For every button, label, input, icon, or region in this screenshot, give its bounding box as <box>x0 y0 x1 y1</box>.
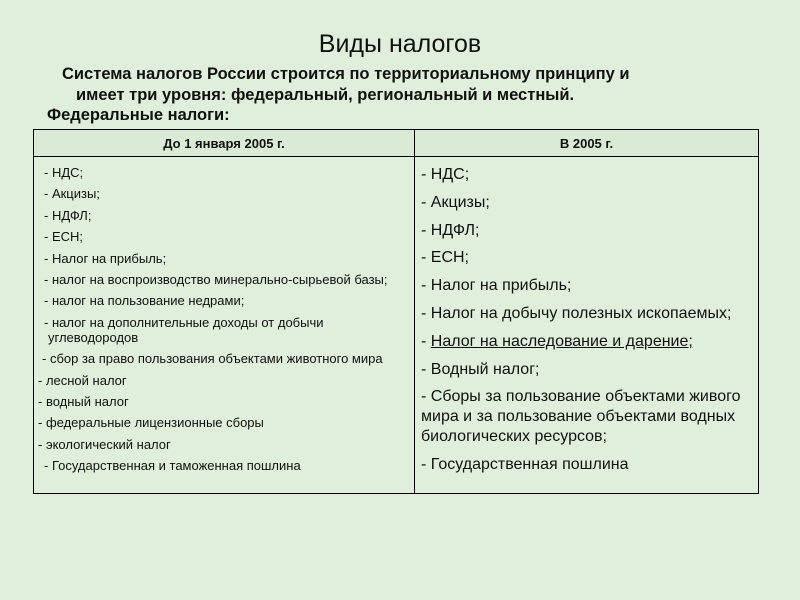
list-item: - Налог на наследование и дарение; <box>421 332 693 350</box>
before-2005-cell <box>34 157 415 494</box>
intro-line-1: Система налогов России строится по территориальному принципу и <box>62 65 630 83</box>
table-row <box>34 157 759 494</box>
list-item: - Государственная и таможенная пошлина <box>44 458 301 474</box>
list-item: - НДФЛ; <box>421 221 480 239</box>
list-item: - лесной налог <box>38 372 127 388</box>
federal-taxes-table <box>33 129 759 494</box>
list-item: - Государственная пошлина <box>421 456 629 474</box>
list-item: - налог на дополнительные доходы от добычи углеводородов <box>44 314 324 345</box>
list-item: - Налог на прибыль; <box>421 277 572 295</box>
list-item: - ЕСН; <box>44 229 83 245</box>
list-item: - федеральные лицензионные сборы <box>38 415 264 431</box>
underlined-item-text: Налог на наследование и дарение; <box>430 332 693 350</box>
before-2005-list <box>38 165 410 473</box>
list-item: - водный налог <box>38 393 129 409</box>
list-item: - НДС; <box>421 166 470 183</box>
list-item: - налог на пользование недрами; <box>44 293 245 309</box>
list-item: - Налог на прибыль; <box>44 250 167 266</box>
list-item: - НДФЛ; <box>44 207 92 223</box>
list-item: - Акцизы; <box>421 193 490 211</box>
list-item: - Налог на добычу полезных ископаемых; <box>421 304 732 322</box>
list-item: - Акцизы; <box>44 186 100 202</box>
table-header-row <box>34 130 759 157</box>
list-item: - Водный налог; <box>421 360 540 378</box>
list-item: - налог на воспроизводство минерально-сырьевой базы; <box>44 271 388 287</box>
section-subhead: Федеральные налоги: <box>47 106 230 124</box>
intro-text <box>62 64 782 106</box>
page-title: Виды налогов <box>318 30 482 58</box>
intro-line-2: имеет три уровня: федеральный, региональный и местный. <box>76 86 575 104</box>
list-item: - экологический налог <box>38 436 171 452</box>
list-item: - сбор за право пользования объектами животного мира <box>42 351 383 367</box>
list-item: - ЕСН; <box>421 249 469 267</box>
col-header-2005: В 2005 г. <box>415 130 759 157</box>
year-2005-cell <box>415 157 759 494</box>
year-2005-list <box>419 165 754 475</box>
list-item: - НДС; <box>44 165 84 180</box>
col-header-before-2005: До 1 января 2005 г. <box>34 130 415 157</box>
list-item: - Сборы за пользование объектами живого мира и за пользование объектами водных биологических ресурсов; <box>421 388 741 446</box>
